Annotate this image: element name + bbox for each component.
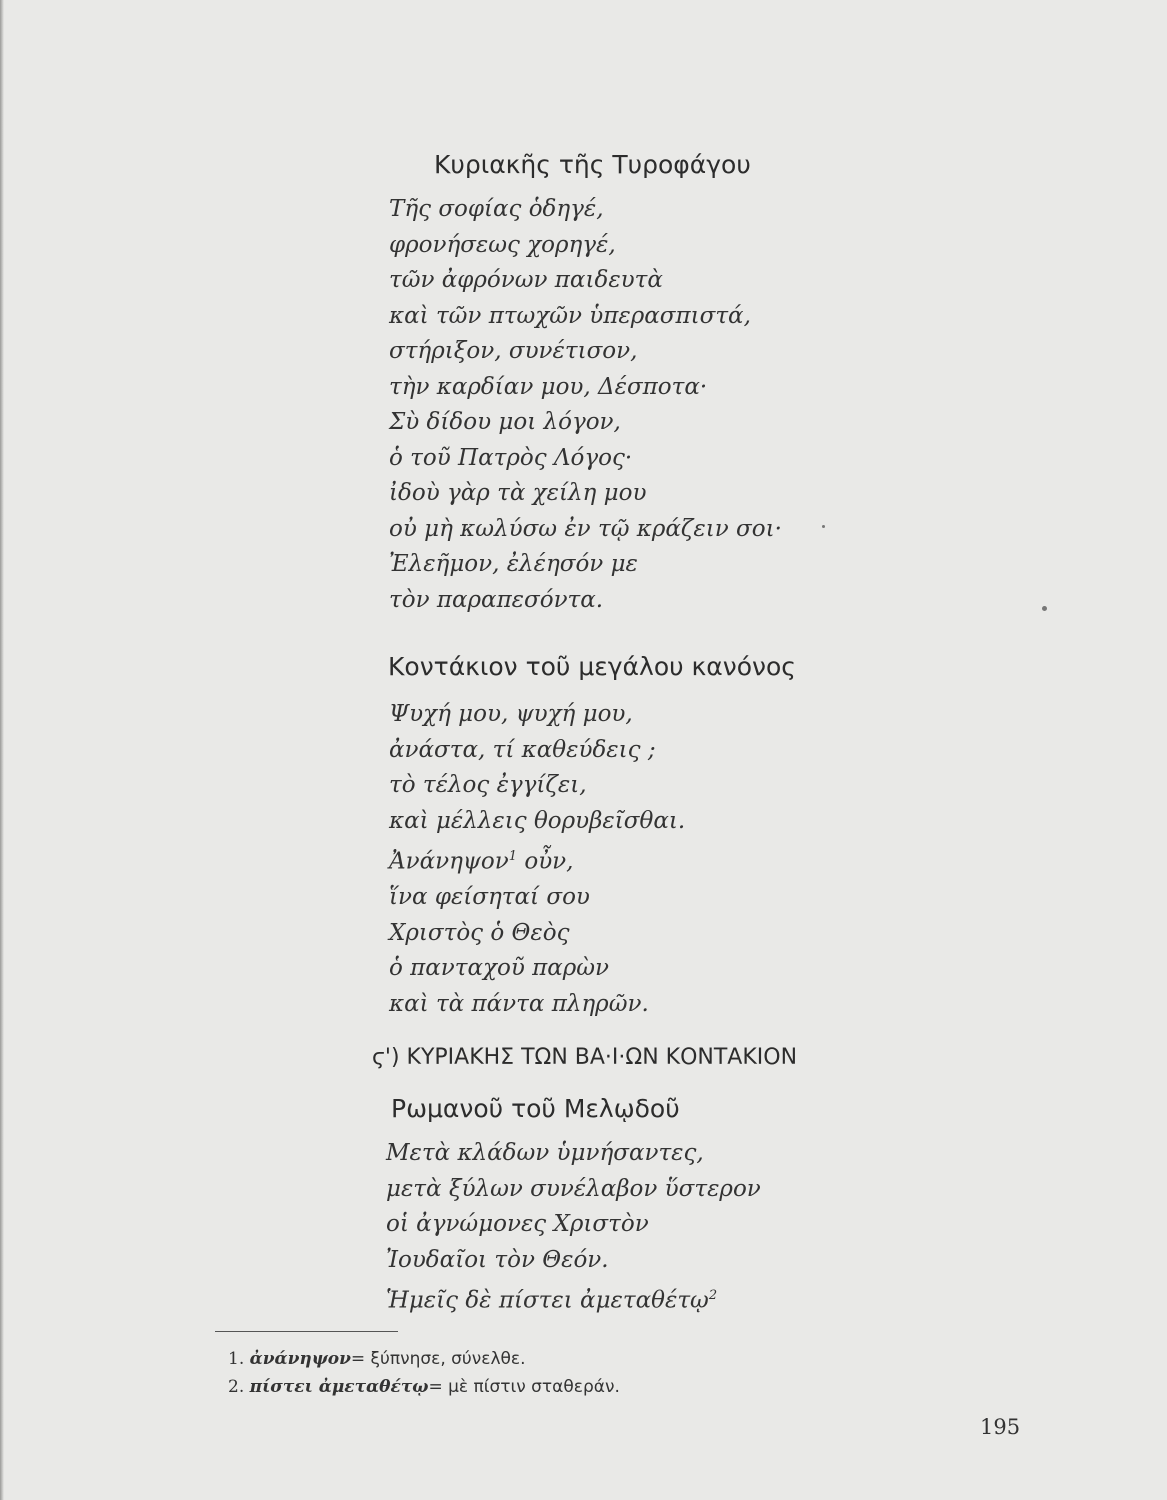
verse-line: Ἰουδαῖοι τὸν Θεόν.: [386, 1246, 609, 1273]
verse-line-with-footnote: [389, 839, 685, 880]
verse-block-1: [389, 192, 782, 618]
verse-line: οἱ ἀγνώμονες Χριστὸν: [386, 1211, 649, 1237]
footnote-term: ἀνάνηψον: [249, 1349, 351, 1369]
verse-text: Ἡμεῖς δὲ πίστει ἀμεταθέτῳ: [386, 1287, 709, 1314]
footnote-definition: = μὲ πίστιν σταθεράν.: [428, 1377, 620, 1397]
binding-shadow: [0, 0, 4, 1500]
verse-line: τὸν παραπεσόντα.: [389, 586, 604, 613]
verse-line: ὁ πανταχοῦ παρὼν: [389, 955, 610, 982]
verse-line: Τῆς σοφίας ὁδηγέ,: [389, 196, 604, 222]
footnote-number: 2.: [228, 1377, 245, 1397]
verse-text: οὖν,: [517, 848, 574, 875]
verse-line: Ἐλεῆμον, ἐλέησόν με: [389, 551, 638, 577]
footnote-definition: = ξύπνησε, σύνελθε.: [350, 1349, 526, 1369]
verse-line: Ψυχή μου, ψυχή μου,: [389, 701, 633, 727]
verse-line: Χριστὸς ὁ Θεὸς: [389, 919, 570, 946]
verse-line: ἀνάστα, τί καθεύδεις ;: [389, 736, 656, 763]
verse-line: ὁ τοῦ Πατρὸς Λόγος·: [389, 444, 633, 471]
footnote-rule: [215, 1331, 398, 1332]
verse-line: καὶ τῶν πτωχῶν ὑπερασπιστά,: [389, 302, 751, 329]
verse-line: στήριξον, συνέτισον,: [389, 338, 638, 364]
verse-line: Μετὰ κλάδων ὑμνήσαντες,: [386, 1140, 704, 1166]
verse-line: ἵνα φείσηταί σου: [389, 884, 590, 911]
footnote-2: [228, 1377, 620, 1397]
footnote-number: 1.: [228, 1349, 245, 1369]
verse-line: τὴν καρδίαν μου, Δέσποτα·: [389, 373, 708, 400]
footnote-marker: 1: [508, 849, 518, 864]
section-heading-kontakion: Κοντάκιον τοῦ μεγάλου κανόνος: [388, 652, 796, 681]
footnote-marker: 2: [708, 1288, 718, 1303]
paper-speck: [1042, 606, 1047, 611]
verse-line: οὐ μὴ κωλύσω ἐν τῷ κράζειν σοι·: [389, 515, 782, 542]
verse-block-3: [386, 1136, 761, 1319]
section-heading-vaion: ϛ') ΚΥΡΙΑΚΗΣ ΤΩΝ ΒΑ·Ι·ΩΝ ΚΟΝΤΑΚΙΟΝ: [372, 1045, 798, 1070]
section-heading-tyrofagou: Κυριακῆς τῆς Τυροφάγου: [434, 150, 751, 179]
verse-block-2: [389, 697, 685, 1022]
verse-line: Σὺ δίδου μοι λόγον,: [389, 409, 621, 435]
verse-text: Ἀνάνηψον: [389, 848, 509, 875]
verse-line: μετὰ ξύλων συνέλαβον ὕστερον: [386, 1175, 761, 1202]
paper-speck: [822, 525, 825, 528]
page-number: 195: [980, 1415, 1021, 1439]
verse-line: καὶ μέλλεις θορυβεῖσθαι.: [389, 807, 686, 834]
verse-line: φρονήσεως χορηγέ,: [389, 231, 616, 258]
footnote-term: πίστει ἀμεταθέτῳ: [249, 1377, 429, 1397]
verse-line-with-footnote: [386, 1278, 761, 1319]
verse-line: τῶν ἀφρόνων παιδευτὰ: [389, 267, 663, 293]
verse-line: ἰδοὺ γὰρ τὰ χείλη μου: [389, 480, 647, 506]
section-subheading-romanos: Ρωμανοῦ τοῦ Μελῳδοῦ: [391, 1094, 680, 1123]
verse-line: καὶ τὰ πάντα πληρῶν.: [389, 990, 649, 1017]
verse-line: τὸ τέλος ἐγγίζει,: [389, 772, 587, 798]
footnote-1: [228, 1349, 526, 1369]
